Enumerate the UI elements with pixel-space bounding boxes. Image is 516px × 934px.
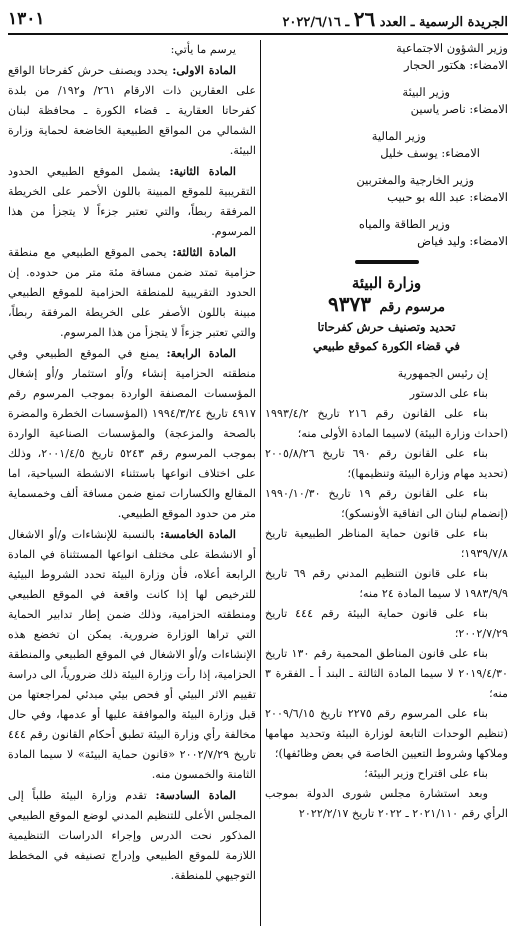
preamble-line: بناء على القانون رقم ٦٩٠ تاريخ ٢٠٠٥/٨/٢٦ (تحديد مهام وزارة البيئة وتنظيمها)؛ (265, 447, 508, 480)
signature-minister: وزير المالية (371, 129, 426, 143)
issue-number: ٢٦ (353, 7, 376, 31)
article-text: تقدم وزارة البيئة طلباً إلى المجلس الأعلى للتنظيم المدني لوضع الموقع الطبيعي المذكور نحت الدرس وإجراء الدراسات التنظيمية اللازمة للموقع الطبيعي وإدراج تصنيفه في المخطط التوجيهي للمنطقة. (8, 789, 256, 882)
article-label: المادة الاولى: (172, 63, 237, 77)
decree-articles (8, 40, 256, 886)
signature-minister: وزير الطاقة والمياه (358, 217, 450, 231)
article-text: يمنع في الموقع الطبيعي وفي منطقته الحزامية إنشاء و/أو استثمار و/أو إشغال المؤسسات المصنفة الواردة بموجب المرسوم رقم ٤٩١٧ تاريخ ١٩٩٤/٣/٢٤ (المؤسسات الخطرة والمضرة بالصحة والمزعجة) والمؤسسات الصناعية الواردة بموجب المرسوم رقم ٥٢٤٣ تاريخ ٢٠٠١/٤/٥، وذلك على اختلاف انواعها باستثناء الانشطة السياحية، اما المقالع والكسارات تمنع ضمن مسافة ألف وخمسماية متر من حدود الموقع الطبيعي. (8, 347, 256, 520)
signature-minister: وزير الشؤون الاجتماعية (396, 41, 508, 55)
decree-number (265, 294, 508, 318)
preamble-line: إن رئيس الجمهورية (397, 367, 488, 380)
preamble-line: بناء على قانون التنظيم المدني رقم ٦٩ تاريخ ١٩٨٣/٩/٩ لا سيما المادة ٢٤ منه؛ (265, 567, 508, 600)
article (8, 785, 256, 886)
decree-label: مرسوم رقم (379, 300, 445, 315)
signature-name: الامضاء: عبد الله بو حبيب (387, 190, 508, 204)
left-column (8, 40, 256, 928)
signature-name: الامضاء: يوسف خليل (380, 146, 480, 160)
preamble-line: بناء على القانون رقم ٢١٦ تاريخ ١٩٩٣/٤/٢ (احداث وزارة البيئة) لاسيما المادة الأولى منه؛ (265, 407, 508, 440)
signature-name: الامضاء: وليد فياض (417, 234, 508, 248)
preamble-line: بناء على قانون حماية البيئة رقم ٤٤٤ تاريخ ٢٠٠٢/٧/٢٩؛ (265, 607, 508, 640)
page-number: ١٣٠١ (8, 9, 45, 29)
preamble (265, 364, 508, 824)
preamble-line: بناء على قانون المناطق المحمية رقم ١٣٠ تاريخ ٢٠١٩/٤/٣٠ لا سيما المادة الثالثة ـ البند أ ـ الفقرة ٣ منه؛ (265, 647, 508, 700)
decree-subtitle: في قضاء الكورة كموقع طبيعي (313, 339, 460, 353)
decree-subtitle: تحديد وتصنيف حرش كفرحاتا (317, 320, 456, 334)
article-label: المادة الثالثة: (172, 245, 236, 259)
issue-date: ـ ٢٠٢٢/٦/١٦ (282, 15, 350, 30)
preamble-line: بناء على القانون رقم ١٩ تاريخ ١٩٩٠/١٠/٣٠ (إنضمام لبنان الى اتفاقية الأونسكو)؛ (265, 487, 508, 520)
preamble-line: بناء على الدستور (409, 387, 488, 400)
running-header (8, 6, 508, 32)
article-text: يحدد ويصنف حرش كفرحاتا الواقع على العقارين ذات الارقام ٢٦١/ و١٩٢/ من بلدة كفرحاتا العقارية ـ قضاء الكورة ـ محافظة لبنان الشمالي من المواقع الطبيعية الخاضعة لحماية وزارة البيئة. (8, 64, 256, 157)
right-column (265, 40, 508, 928)
article (8, 60, 256, 161)
article (8, 242, 256, 343)
signature-name: الامضاء: هكتور الحجار (404, 58, 508, 72)
article-label: المادة الثانية: (169, 164, 236, 178)
gazette-title (282, 7, 508, 31)
article-label: المادة الخامسة: (160, 527, 236, 541)
article (8, 524, 256, 785)
header-rule (8, 33, 508, 35)
article-label: المادة السادسة: (155, 788, 236, 802)
preamble-line: بناء على اقتراح وزير البيئة؛ (364, 767, 488, 780)
signature-minister: وزير البيئة (402, 85, 450, 99)
column-rule (260, 40, 261, 926)
decree-intro: يرسم ما يأتي: (170, 43, 236, 56)
signature-block (265, 40, 508, 250)
preamble-line: بناء على المرسوم رقم ٢٢٧٥ تاريخ ٢٠٠٩/٦/١٥ (تنظيم الوحدات التابعة لوزارة البيئة وتحديد مهامها وملاكها وشروط التعيين الخاصة في بعض وظائفها)؛ (265, 707, 508, 760)
section-divider (355, 260, 419, 264)
article-text: بالنسبة للإنشاءات و/أو الاشغال أو الانشطة على مختلف انواعها المستثناة في المادة الرابعة أعلاه، فأن وزارة البيئة تحدد الشروط البيئية للترخيص لها إذا كانت واقعة في الموقع الطبيعي ومنطقته الحزامية، وذلك ضمن إطار تدابير الحماية التي تراها الوزارة ضرورية. يمكن ان تخضع هذه الإنشاءات و/أو الاشغال في الموقع الطبيعي والمنطقة الحزامية، إذا رأت وزارة البيئة ذلك ضرورياً، الى دراسة تقييم الاثر البيئي أو فحص بيئي مبدئي لمراجعتها من قبل وزارة البيئة والموافقة عليها أو عدمها، وفي حال مخالفة رأي وزارة البيئة تطبق أحكام القانون رقم ٤٤٤ تاريخ ٢٠٠٢/٧/٢٩ «قانون حماية البيئة» لا سيما المادة الثامنة والخمسون منه. (8, 528, 256, 781)
preamble-line: بناء على قانون حماية المناظر الطبيعية تاريخ ١٩٣٩/٧/٨؛ (265, 527, 508, 560)
article-text: يشمل الموقع الطبيعي الحدود التقريبية للموقع المبينة باللون الأحمر على الخريطة المرفقة ربطاً، والتي تعتبر جزءاً لا يتجزأ من هذا المرسوم. (8, 165, 256, 238)
signature-name: الامضاء: ناصر ياسين (410, 102, 508, 116)
article (8, 343, 256, 524)
gazette-name: الجريدة الرسمية ـ العدد (379, 15, 508, 30)
article-text: يحمى الموقع الطبيعي مع منطقة حزامية تمتد ضمن مسافة مئة متر من حدوده. إن الحدود التقريبية للمنطقة الحزامية للموقع الطبيعي مبينة باللون الأصفر على الخريطة المرفقة ربطاً، والتي تعتبر جزءاً لا يتجزأ من هذا المرسوم. (8, 246, 256, 339)
decree-number-value: ٩٣٧٣ (328, 292, 371, 316)
article-label: المادة الرابعة: (166, 346, 236, 360)
article (8, 161, 256, 242)
signature-minister: وزير الخارجية والمغتربين (356, 173, 474, 187)
preamble-line: وبعد استشارة مجلس شورى الدولة بموجب الرأي رقم ٢٠٢١/١١٠ ـ ٢٠٢٢ تاريخ ٢٠٢٢/٢/١٧ (265, 787, 508, 820)
ministry-heading: وزارة البيئة (351, 274, 422, 292)
